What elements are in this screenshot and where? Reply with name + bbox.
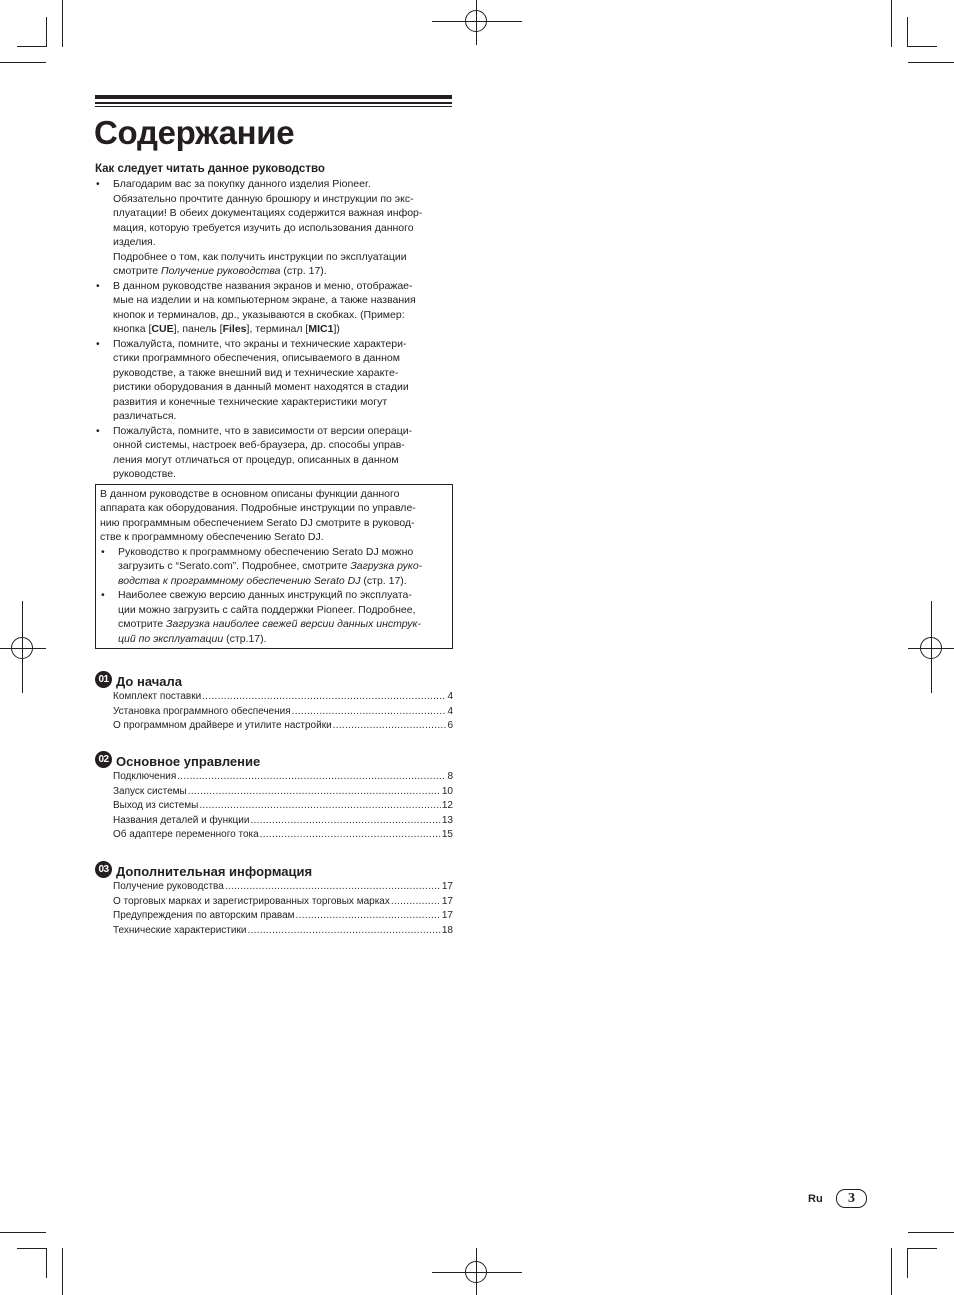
text-line: нию программным обеспечением Serato DJ смотрите в руковод-	[100, 516, 415, 529]
toc-page-number: 18	[441, 924, 453, 936]
toc-entry-label: Технические характеристики	[113, 924, 247, 936]
section-number-badge: 01	[95, 671, 112, 688]
toc-entry-label: Предупреждения по авторским правам	[113, 910, 295, 921]
reference-link: водства к программному обеспечению Serato DJ	[118, 574, 361, 587]
toc-page-number: 15	[441, 829, 453, 840]
toc-page-number: 10	[441, 785, 453, 797]
note-box	[95, 484, 453, 650]
terminal-name: MIC1	[308, 323, 334, 335]
toc-page-number: 4	[447, 691, 453, 702]
toc-entry-label: Названия деталей и функции	[113, 814, 250, 826]
reference-link: Загрузка наиболее свежей версии данных инструк-	[166, 618, 421, 630]
section-header	[95, 670, 453, 690]
reference-link: Загрузка руко-	[350, 560, 423, 572]
text-line: ристики оборудования в данный момент находятся в стадии	[113, 381, 409, 393]
text-line: ления могут отличаться от процедур, описанных в данном	[113, 453, 399, 466]
text-fragment: смотрите	[118, 618, 167, 630]
toc-page-number: 13	[441, 814, 453, 826]
title-rule	[95, 95, 452, 99]
text-line	[113, 322, 453, 337]
section-number-badge: 02	[95, 751, 112, 768]
text-line: мые на изделии и на компьютерном экране, а также названия	[113, 294, 416, 306]
toc-entry[interactable]	[113, 895, 453, 910]
toc-entry[interactable]	[113, 924, 453, 939]
toc-entry[interactable]	[113, 705, 453, 720]
text-line: развития и конечные технические характеристики могут	[113, 395, 388, 408]
text-line: • В данном руководстве названия экранов и меню, отображае-	[113, 279, 413, 292]
section-header	[95, 750, 453, 770]
text-line: мация, которую требуется изучить до использования данного	[113, 221, 414, 234]
dot-leader	[177, 770, 446, 785]
note-bullet	[100, 545, 448, 589]
section-title[interactable]: До начала	[116, 674, 182, 689]
intro-bullet	[95, 337, 453, 424]
toc-entry-label: Получение руководства	[113, 881, 224, 892]
text-line: Обязательно прочтите данную брошюру и инструкции по экс-	[113, 192, 414, 205]
dot-leader	[225, 880, 441, 895]
toc-entry[interactable]	[113, 828, 453, 843]
toc-list	[95, 690, 453, 734]
toc-entry-label: Об адаптере переменного тока	[113, 829, 259, 840]
text-fragment: загрузить с “Serato.com”. Подробнее, смотрите	[118, 560, 351, 572]
text-line: ции можно загрузить с сайта поддержки Pioneer. Подробнее,	[118, 603, 416, 616]
text-line: стве к программному обеспечению Serato DJ.	[100, 531, 324, 543]
dot-leader	[202, 690, 446, 705]
page-title: Содержание	[94, 114, 295, 151]
toc-entry-label: Запуск системы	[113, 785, 187, 797]
intro-bullet	[95, 279, 453, 337]
text-line: онной системы, настроек веб-браузера, др. способы управ-	[113, 439, 405, 451]
dot-leader	[260, 828, 441, 843]
dot-leader	[292, 705, 447, 720]
toc-entry[interactable]	[113, 690, 453, 705]
toc-page-number: 12	[441, 800, 453, 811]
dot-leader	[296, 909, 441, 924]
toc-page-number: 17	[441, 895, 453, 907]
text-fragment: (стр.17).	[223, 632, 267, 645]
toc-entry-label: О торговых марках и зарегистрированных торговых марках	[113, 895, 390, 907]
text-line: В данном руководстве в основном описаны функции данного	[100, 487, 400, 500]
language-label: Ru	[808, 1193, 823, 1205]
dot-leader	[199, 799, 441, 814]
text-line	[118, 617, 448, 632]
text-line: • Пожалуйста, помните, что в зависимости от версии операци-	[113, 424, 413, 437]
toc-page-number: 17	[441, 910, 453, 921]
toc-entry-label: Установка программного обеспечения	[113, 705, 291, 717]
text-line: • Пожалуйста, помните, что экраны и технические характери-	[113, 337, 407, 350]
toc-entry[interactable]	[113, 785, 453, 800]
dot-leader	[391, 895, 441, 910]
text-line: Подробнее о том, как получить инструкции по эксплуатации	[113, 250, 407, 263]
reference-link: ций по эксплуатации	[118, 632, 224, 645]
text-line: плуатации! В обеих документациях содержится важная инфор-	[113, 207, 423, 219]
button-name: CUE	[151, 323, 174, 335]
toc-section-03	[95, 860, 453, 938]
toc-entry[interactable]	[113, 909, 453, 924]
note-bullets	[100, 545, 448, 647]
dot-leader	[188, 785, 441, 800]
title-rule	[95, 106, 452, 107]
toc-entry-label: Выход из системы	[113, 800, 199, 811]
toc-page-number: 17	[441, 881, 453, 892]
dot-leader	[250, 814, 440, 829]
note-bullet	[100, 588, 448, 646]
text-line: • Наиболее свежую версию данных инструкций по эксплуата-	[118, 589, 412, 601]
text-line: • Благодарим вас за покупку данного изделия Pioneer.	[113, 178, 371, 190]
toc-section-01	[95, 670, 453, 734]
intro-bullets	[95, 177, 453, 482]
text-fragment: ], панель [	[173, 323, 223, 335]
toc-entry[interactable]	[113, 799, 453, 814]
title-rule	[95, 102, 452, 104]
text-line: стики программного обеспечения, описываемого в данном	[113, 352, 400, 364]
toc-entry-label: Подключения	[113, 771, 177, 782]
panel-name: Files	[222, 323, 247, 335]
text-line	[118, 559, 448, 574]
toc-list	[95, 770, 453, 843]
toc-entry[interactable]	[113, 814, 453, 829]
text-line: аппарата как оборудования. Подробные инструкции по управле-	[100, 502, 416, 514]
toc-entry-label: О программном драйвере и утилите настройки	[113, 720, 332, 731]
reference-link: Получение руководства	[161, 265, 281, 277]
toc-entry[interactable]	[113, 719, 453, 734]
text-fragment: кнопка [	[113, 323, 152, 335]
toc-page-number: 4	[447, 705, 453, 717]
dot-leader	[247, 924, 440, 939]
section-number-badge: 03	[95, 861, 112, 878]
text-fragment: ], терминал [	[246, 323, 309, 335]
section-header	[95, 860, 453, 880]
text-line: руководстве.	[113, 468, 176, 480]
text-fragment: (стр. 17).	[280, 265, 327, 277]
intro-bullet	[95, 177, 453, 279]
intro-column	[95, 162, 453, 649]
text-line: руководстве, а также внешний вид и технические характе-	[113, 366, 399, 379]
text-line: кнопок и терминалов, др., указываются в скобках. (Пример:	[113, 308, 405, 321]
toc-entry[interactable]	[113, 880, 453, 895]
intro-heading: Как следует читать данное руководство	[95, 163, 325, 175]
toc-page-number: 8	[447, 771, 453, 782]
section-title[interactable]: Основное управление	[116, 754, 261, 769]
section-title[interactable]: Дополнительная информация	[116, 864, 313, 879]
text-line	[113, 264, 453, 279]
toc-entry-label: Комплект поставки	[113, 691, 202, 702]
text-line: различаться.	[113, 410, 177, 422]
intro-bullet	[95, 424, 453, 482]
dot-leader	[333, 719, 447, 734]
text-line	[118, 574, 448, 589]
page-number: 3	[836, 1189, 867, 1208]
toc-section-02	[95, 750, 453, 843]
text-fragment: ])	[333, 323, 340, 335]
text-fragment: (стр. 17).	[360, 574, 407, 587]
toc-entry[interactable]	[113, 770, 453, 785]
toc-list	[95, 880, 453, 938]
text-line: изделия.	[113, 236, 156, 248]
text-line	[118, 632, 448, 647]
text-line: • Руководство к программному обеспечению Serato DJ можно	[118, 545, 414, 558]
text-fragment: смотрите	[113, 265, 162, 277]
toc-page-number: 6	[447, 720, 453, 731]
